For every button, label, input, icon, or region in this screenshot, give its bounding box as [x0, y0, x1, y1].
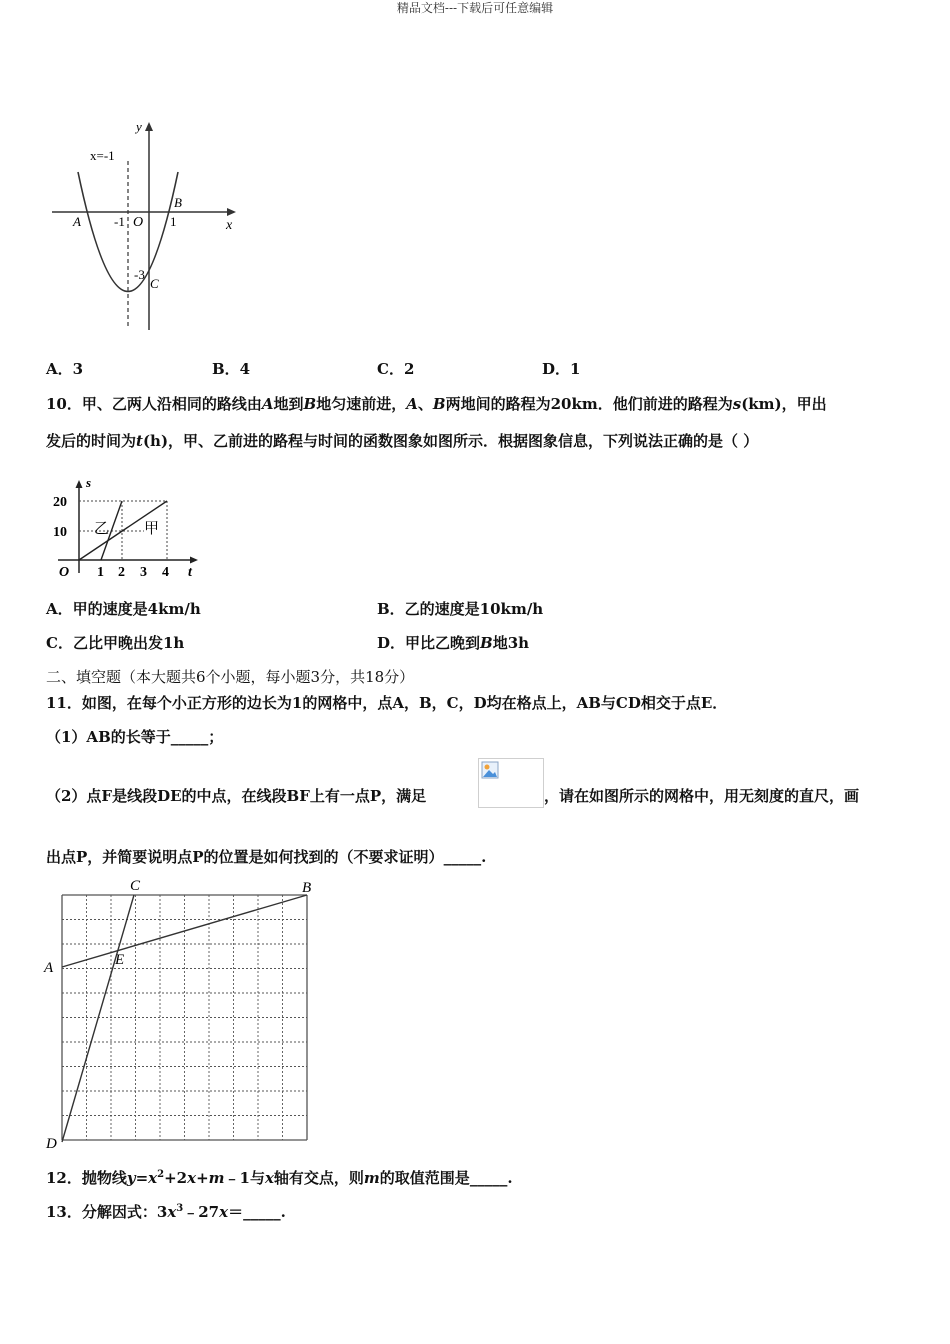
q10-option-a: A．甲的速度是4km/h	[46, 600, 201, 618]
section-2-heading: 二、填空题（本大题共6个小题，每小题3分，共18分）	[46, 668, 415, 686]
point-d-label: D	[46, 1136, 57, 1152]
t-label: t	[188, 565, 192, 580]
q9-option-a: A．3	[46, 360, 84, 378]
grid-figure	[40, 875, 330, 1155]
q10-option-c: C．乙比甲晚出发1h	[46, 634, 185, 652]
segment-cd	[62, 895, 134, 1142]
neg-one-label: -1	[114, 214, 125, 229]
one-label: 1	[170, 214, 177, 229]
origin-label: O	[59, 565, 70, 580]
point-c-label: C	[130, 878, 141, 894]
answer-blank: _____	[170, 728, 209, 746]
distance-time-figure	[48, 475, 208, 585]
q11-line-4: 出点P，并简要说明点P的位置是如何找到的（不要求证明）_____.	[46, 848, 487, 866]
tick-4: 4	[162, 565, 169, 580]
y-label: y	[136, 119, 142, 134]
s-label: s	[86, 475, 92, 490]
q10-line-1: 10．甲、乙两人沿相同的路线由A地到B地匀速前进，A、B两地间的路程为20km．他们前进的路程为s(km)，甲出	[46, 395, 827, 413]
s-axis-arrow	[76, 480, 83, 488]
q9-option-d: D．1	[542, 360, 581, 378]
point-a-label: A	[44, 960, 54, 976]
q13-text: 13．分解因式：$3x^3﹣27x=\_\_\_\_\_$.	[46, 1203, 286, 1221]
tick-2: 2	[118, 565, 125, 580]
q10-option-d: D．甲比乙晚到B地3h	[377, 634, 530, 652]
q10-option-b: B．乙的速度是10km/h	[377, 600, 544, 618]
tick-1: 1	[97, 565, 104, 580]
answer-blank: _____	[469, 1169, 508, 1187]
t-axis-arrow	[190, 557, 198, 564]
yi-label: 乙	[94, 521, 110, 537]
point-e-label: E	[115, 952, 125, 968]
parabola-figure	[48, 115, 248, 335]
origin-label: O	[133, 215, 144, 230]
tick-3: 3	[140, 565, 147, 580]
page-header: 精品文档---下载后可任意编辑	[396, 1, 554, 15]
q9-option-b: B．4	[212, 360, 251, 378]
point-b-label: B	[174, 195, 182, 210]
axis-line-label: x=-1	[90, 148, 115, 163]
neg-three-label: -3	[134, 267, 145, 282]
q9-option-c: C．2	[377, 360, 415, 378]
tick-20: 20	[53, 495, 67, 510]
tick-10: 10	[53, 525, 67, 540]
point-a-label: A	[73, 214, 81, 229]
answer-blank: _____	[243, 1203, 281, 1221]
x-axis-arrow	[227, 208, 236, 216]
x-label: x	[226, 218, 233, 233]
jia-label: 甲	[144, 521, 160, 537]
y-axis-arrow	[145, 122, 153, 131]
q11-line-1: 11．如图，在每个小正方形的边长为1的网格中，点A，B，C，D均在格点上，AB与CD相交于点E．	[46, 694, 728, 712]
point-b-label: B	[302, 880, 312, 896]
q11-line-2: （1）AB的长等于_____；	[46, 728, 224, 746]
q12-text: 12．抛物线$y=x^2+2x+m﹣1$与x轴有交点，则m的取值范围是_____.	[46, 1169, 513, 1187]
q11-line-3b: ，请在如图所示的网格中，用无刻度的直尺，画	[544, 787, 860, 805]
q11-line-3a: （2）点F是线段DE的中点，在线段BF上有一点P，满足	[46, 787, 427, 805]
answer-blank: _____	[443, 848, 482, 866]
q10-line-2: 发后的时间为t(h)，甲、乙前进的路程与时间的函数图象如图所示．根据图象信息，下列说法正确的是（ ）	[46, 432, 759, 450]
broken-image-placeholder	[478, 758, 544, 808]
point-c-label: C	[150, 276, 159, 291]
image-icon	[481, 761, 499, 779]
